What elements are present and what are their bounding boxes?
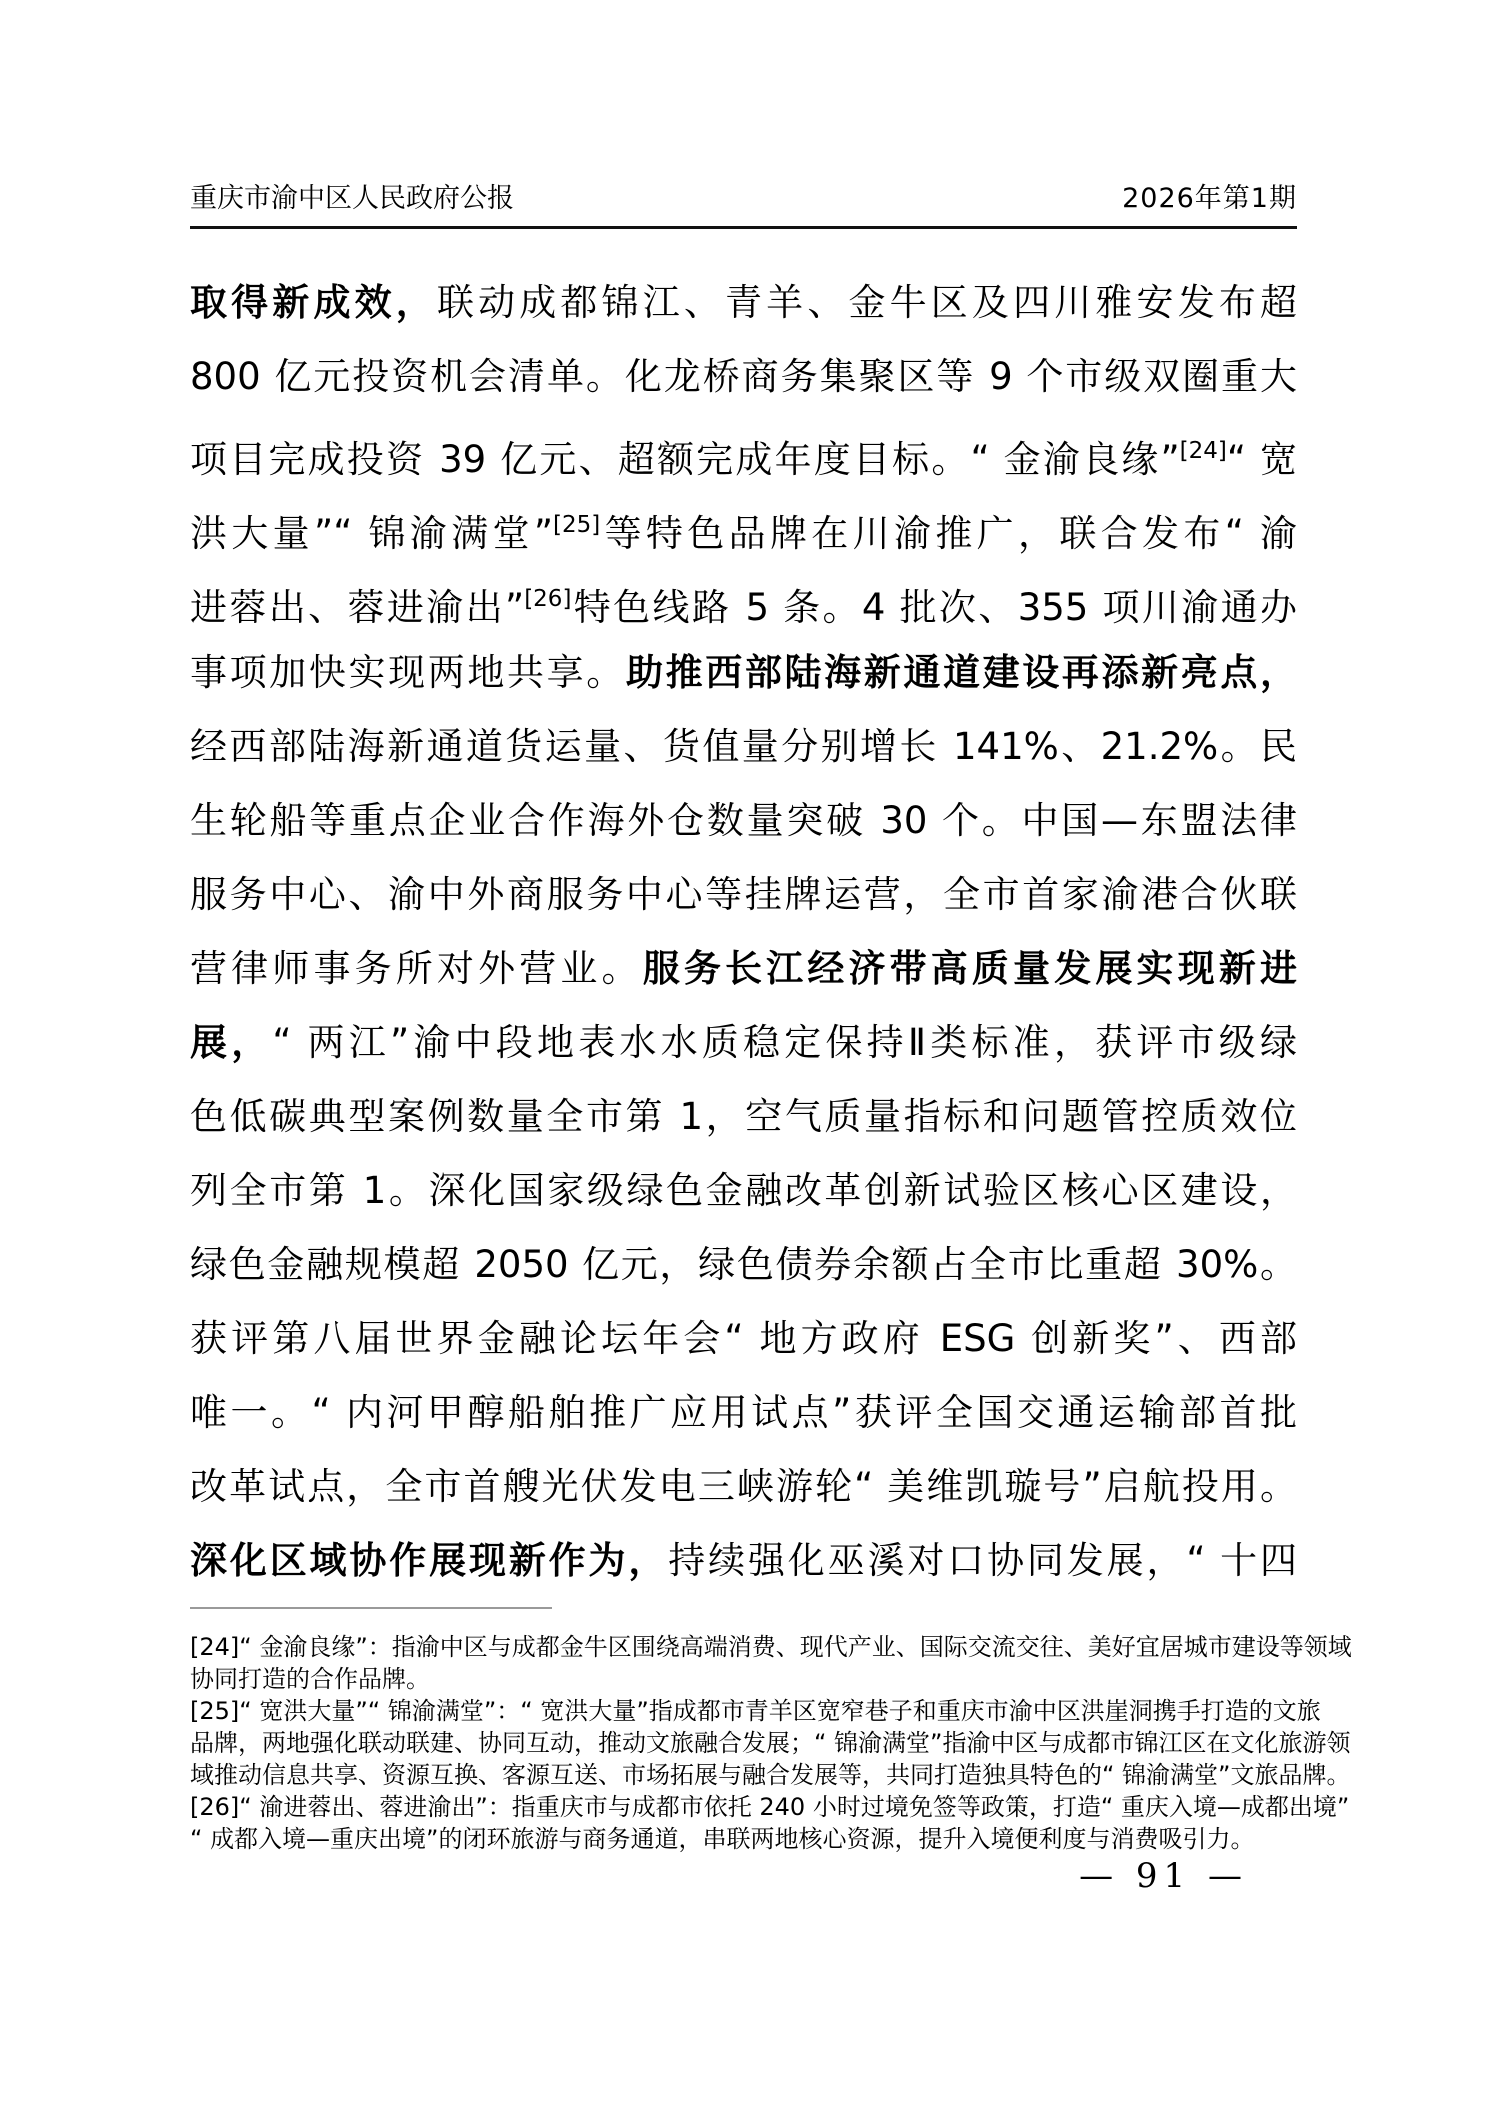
body-line	[190, 1376, 1297, 1450]
footnote-line: [25]“ 宽洪大量”“ 锦渝满堂”：“ 宽洪大量”指成都市青羊区宽窄巷子和重庆市渝中区洪崖洞携手打造的文旅	[190, 1697, 1321, 1725]
body-run: 生轮船等重点企业合作海外仓数量突破 30 个。中国—东盟法律	[190, 799, 1297, 842]
body-run: 展，	[190, 1021, 273, 1064]
body-run: 800 亿元投资机会清单。化龙桥商务集聚区等 9 个市级双圈重大	[190, 355, 1297, 398]
footnote-line: “ 成都入境—重庆出境”的闭环旅游与商务通道，串联两地核心资源，提升入境便利度与消费吸引力。	[190, 1825, 1255, 1853]
body-run: “ 宽	[1226, 438, 1298, 481]
body-line	[190, 414, 1297, 488]
footnote-line: [26]“ 渝进蓉出、蓉进渝出”：指重庆市与成都市依托 240 小时过境免签等政策，打造“ 重庆入境—成都出境”	[190, 1793, 1350, 1821]
page-number	[190, 1856, 1297, 1896]
body-line	[190, 1302, 1297, 1376]
body-run: 绿色金融规模超 2050 亿元，绿色债券余额占全市比重超 30%。	[190, 1243, 1297, 1286]
body-run: 项目完成投资 39 亿元、超额完成年度目标。“ 金渝良缘”	[190, 438, 1180, 481]
body-line	[190, 1154, 1297, 1228]
text-column	[190, 0, 1352, 1855]
body-line	[190, 1006, 1297, 1080]
body-line	[190, 340, 1297, 414]
body-line	[190, 636, 1297, 710]
body-text	[190, 266, 1297, 1598]
body-run: “ 两江”渝中段地表水水质稳定保持Ⅱ类标准，获评市级绿	[272, 1021, 1297, 1064]
footnote-ref: [24]	[1179, 438, 1227, 464]
body-line	[190, 1080, 1297, 1154]
body-run: 深化区域协作展现新作为，	[190, 1539, 669, 1582]
header-issue: 2026年第1期	[1122, 183, 1297, 214]
header-title: 重庆市渝中区人民政府公报	[190, 183, 514, 214]
footnote-line: 域推动信息共享、资源互换、客源互送、市场拓展与融合发展等，共同打造独具特色的“ 锦渝满堂”文旅品牌。	[190, 1761, 1351, 1789]
body-run: 持续强化巫溪对口协同发展，“ 十四	[668, 1539, 1297, 1582]
body-line	[190, 1524, 1297, 1598]
footnote-line: 品牌，两地强化联动联建、协同互动，推动文旅融合发展；“ 锦渝满堂”指渝中区与成都市锦江区在文化旅游领	[190, 1729, 1351, 1757]
body-run: 营律师事务所对外营业。	[190, 947, 643, 990]
body-line	[190, 932, 1297, 1006]
footnotes	[190, 1631, 1352, 1855]
footnote-line: [24]“ 金渝良缘”：指渝中区与成都金牛区围绕高端消费、现代产业、国际交流交往、美好宜居城市建设等领域	[190, 1633, 1352, 1661]
footnote-ref: [25]	[553, 512, 601, 538]
body-run: 获评第八届世界金融论坛年会“ 地方政府 ESG 创新奖”、西部	[190, 1317, 1297, 1360]
body-run: 联动成都锦江、青羊、金牛区及四川雅安发布超	[436, 281, 1298, 324]
body-run: 特色线路 5 条。4 批次、355 项川渝通办	[571, 586, 1297, 629]
body-run: 等特色品牌在川渝推广，联合发布“ 渝	[600, 512, 1297, 555]
body-line	[190, 858, 1297, 932]
body-line	[190, 1228, 1297, 1302]
body-run: 取得新成效，	[190, 281, 437, 324]
body-run: 色低碳典型案例数量全市第 1，空气质量指标和问题管控质效位	[190, 1095, 1297, 1138]
body-run: 服务中心、渝中外商服务中心等挂牌运营，全市首家渝港合伙联	[190, 873, 1297, 916]
body-line	[190, 784, 1297, 858]
footnote-separator	[190, 1607, 552, 1609]
body-line	[190, 266, 1297, 340]
body-line	[190, 562, 1297, 636]
footnote-line: 协同打造的合作品牌。	[190, 1665, 430, 1693]
page-header	[190, 182, 1297, 229]
body-run: 唯一。“ 内河甲醇船舶推广应用试点”获评全国交通运输部首批	[190, 1391, 1297, 1434]
body-run: 洪大量”“ 锦渝满堂”	[190, 512, 554, 555]
body-run: 列全市第 1。深化国家级绿色金融改革创新试验区核心区建设，	[190, 1169, 1297, 1212]
footnote-ref: [26]	[524, 586, 572, 612]
page-number-text: — 91 —	[1079, 1856, 1248, 1896]
body-run: 进蓉出、蓉进渝出”	[190, 586, 525, 629]
body-line	[190, 488, 1297, 562]
body-run: 事项加快实现两地共享。	[190, 651, 626, 694]
body-run: 助推西部陆海新通道建设再添新亮点，	[625, 651, 1298, 694]
body-run: 经西部陆海新通道货运量、货值量分别增长 141%、21.2%。民	[190, 725, 1297, 768]
body-run: 服务长江经济带高质量发展实现新进	[642, 947, 1298, 990]
body-run: 改革试点，全市首艘光伏发电三峡游轮“ 美维凯璇号”启航投用。	[190, 1465, 1297, 1508]
body-line	[190, 1450, 1297, 1524]
body-line	[190, 710, 1297, 784]
